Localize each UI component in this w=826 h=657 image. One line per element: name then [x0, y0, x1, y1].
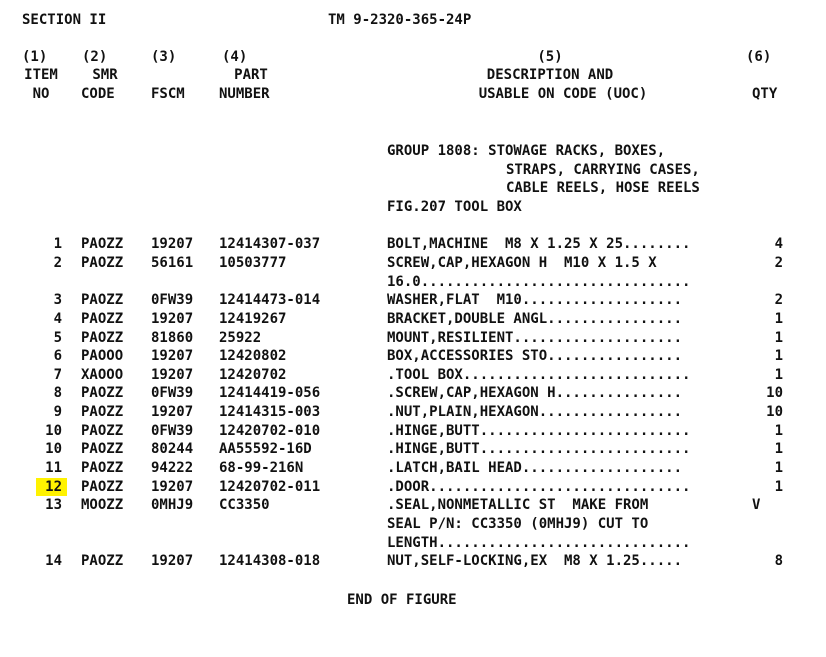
quantity: 1: [774, 311, 783, 327]
fscm-code: 19207: [151, 553, 194, 569]
col6-number: (6): [746, 49, 772, 65]
col1-label-2: NO: [32, 86, 50, 102]
description-line-2: SEAL P/N: CC3350 (0MHJ9) CUT TO: [387, 516, 649, 532]
col4-number: (4): [222, 49, 248, 65]
part-number: 12420802: [219, 348, 287, 364]
fscm-code: 19207: [151, 367, 194, 383]
col2-label-2: CODE: [81, 86, 115, 102]
part-number: 12414473-014: [219, 292, 321, 308]
quantity: 1: [774, 330, 783, 346]
description: BOX,ACCESSORIES STO................: [387, 348, 683, 364]
part-number: 12414419-056: [219, 385, 321, 401]
fscm-code: 0FW39: [151, 423, 194, 439]
fscm-code: 0MHJ9: [151, 497, 194, 513]
part-number: 12420702-011: [219, 479, 321, 495]
quantity: 10: [766, 385, 783, 401]
smr-code: PAOZZ: [81, 255, 124, 271]
col3-label-2: FSCM: [151, 86, 185, 102]
quantity: 8: [774, 553, 783, 569]
quantity: 1: [774, 348, 783, 364]
item-number: 10: [45, 423, 62, 439]
quantity: 1: [774, 441, 783, 457]
col5-number: (5): [537, 49, 563, 65]
description: .HINGE,BUTT.........................: [387, 423, 691, 439]
description: MOUNT,RESILIENT....................: [387, 330, 683, 346]
quantity: 1: [774, 367, 783, 383]
end-of-figure: END OF FIGURE: [347, 592, 457, 608]
group-title-line-3: CABLE REELS, HOSE REELS: [506, 180, 700, 196]
part-number: 10503777: [219, 255, 287, 271]
fscm-code: 0FW39: [151, 292, 194, 308]
tm-number: TM 9-2320-365-24P: [328, 12, 472, 28]
part-number: 12414307-037: [219, 236, 321, 252]
part-number: 12420702-010: [219, 423, 321, 439]
part-number: 25922: [219, 330, 262, 346]
smr-code: PAOZZ: [81, 441, 124, 457]
fscm-code: 19207: [151, 236, 194, 252]
quantity: 10: [766, 404, 783, 420]
fscm-code: 19207: [151, 479, 194, 495]
part-number: 12414308-018: [219, 553, 321, 569]
smr-code: PAOOO: [81, 348, 124, 364]
col5-label-1: DESCRIPTION AND: [486, 67, 614, 83]
item-number: 10: [45, 441, 62, 457]
quantity: 1: [774, 479, 783, 495]
smr-code: PAOZZ: [81, 553, 124, 569]
col6-label-2: QTY: [752, 86, 778, 102]
section-title: SECTION II: [22, 12, 107, 28]
quantity: 1: [774, 460, 783, 476]
part-number: 12414315-003: [219, 404, 321, 420]
quantity: V: [752, 497, 761, 513]
item-number: 9: [53, 404, 62, 420]
col2-number: (2): [82, 49, 108, 65]
description: WASHER,FLAT M10...................: [387, 292, 683, 308]
item-number: 8: [53, 385, 62, 401]
smr-code: PAOZZ: [81, 479, 124, 495]
item-number: 14: [45, 553, 62, 569]
col1-number: (1): [22, 49, 48, 65]
item-number: 11: [45, 460, 62, 476]
description: BRACKET,DOUBLE ANGL................: [387, 311, 683, 327]
fscm-code: 94222: [151, 460, 194, 476]
part-number: 12420702: [219, 367, 287, 383]
item-number: 5: [53, 330, 62, 346]
fscm-code: 19207: [151, 348, 194, 364]
part-number: 12419267: [219, 311, 287, 327]
fscm-code: 81860: [151, 330, 194, 346]
col5-label-2: USABLE ON CODE (UOC): [478, 86, 648, 102]
quantity: 1: [774, 423, 783, 439]
description: .SCREW,CAP,HEXAGON H...............: [387, 385, 683, 401]
description: NUT,SELF-LOCKING,EX M8 X 1.25.....: [387, 553, 683, 569]
fscm-code: 80244: [151, 441, 194, 457]
description-line-2: 16.0................................: [387, 274, 691, 290]
item-number: 2: [53, 255, 62, 271]
fscm-code: 56161: [151, 255, 194, 271]
smr-code: XAOOO: [81, 367, 124, 383]
item-number: 4: [53, 311, 62, 327]
description: SCREW,CAP,HEXAGON H M10 X 1.5 X: [387, 255, 657, 271]
group-title-line-2: STRAPS, CARRYING CASES,: [506, 162, 700, 178]
item-number: 12: [36, 478, 67, 496]
smr-code: PAOZZ: [81, 311, 124, 327]
quantity: 2: [774, 292, 783, 308]
description: .DOOR...............................: [387, 479, 691, 495]
description: .SEAL,NONMETALLIC ST MAKE FROM: [387, 497, 649, 513]
group-title: GROUP 1808: STOWAGE RACKS, BOXES,: [387, 143, 666, 159]
smr-code: PAOZZ: [81, 404, 124, 420]
smr-code: MOOZZ: [81, 497, 124, 513]
col1-label-1: ITEM: [24, 67, 58, 83]
item-number: 6: [53, 348, 62, 364]
item-number: 7: [53, 367, 62, 383]
description-line-3: LENGTH..............................: [387, 535, 691, 551]
smr-code: PAOZZ: [81, 236, 124, 252]
item-number: 3: [53, 292, 62, 308]
fscm-code: 19207: [151, 311, 194, 327]
fscm-code: 19207: [151, 404, 194, 420]
part-number: CC3350: [219, 497, 270, 513]
col3-number: (3): [151, 49, 177, 65]
quantity: 4: [774, 236, 783, 252]
description: .NUT,PLAIN,HEXAGON.................: [387, 404, 683, 420]
smr-code: PAOZZ: [81, 423, 124, 439]
figure-title: FIG.207 TOOL BOX: [387, 199, 522, 215]
smr-code: PAOZZ: [81, 385, 124, 401]
part-number: 68-99-216N: [219, 460, 304, 476]
description: .LATCH,BAIL HEAD...................: [387, 460, 683, 476]
part-number: AA55592-16D: [219, 441, 312, 457]
description: BOLT,MACHINE M8 X 1.25 X 25........: [387, 236, 691, 252]
item-number: 13: [45, 497, 62, 513]
smr-code: PAOZZ: [81, 460, 124, 476]
quantity: 2: [774, 255, 783, 271]
item-number: 1: [53, 236, 62, 252]
smr-code: PAOZZ: [81, 330, 124, 346]
description: .TOOL BOX...........................: [387, 367, 691, 383]
fscm-code: 0FW39: [151, 385, 194, 401]
col4-label-2: NUMBER: [219, 86, 270, 102]
col2-label-1: SMR: [92, 67, 118, 83]
description: .HINGE,BUTT.........................: [387, 441, 691, 457]
smr-code: PAOZZ: [81, 292, 124, 308]
col4-label-1: PART: [234, 67, 268, 83]
